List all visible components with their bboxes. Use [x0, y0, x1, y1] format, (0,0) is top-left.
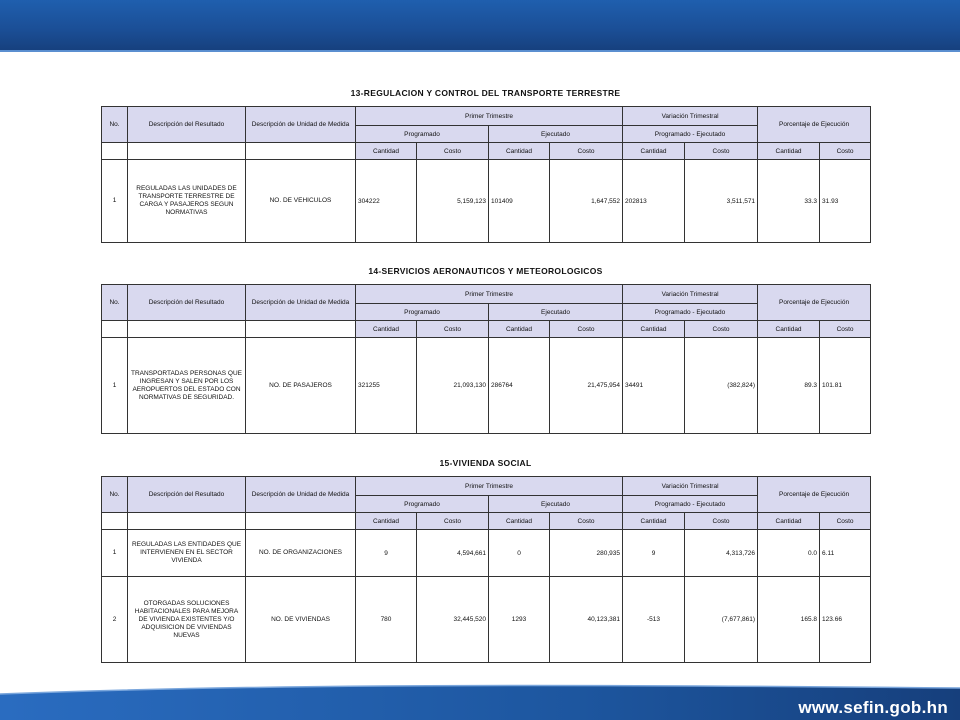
- header-ejecutado: Ejecutado: [489, 304, 623, 321]
- cell-prog-costo: 21,093,130: [417, 338, 489, 434]
- header-porcentaje: Porcentaje de Ejecución: [758, 477, 871, 513]
- cell-resultado: REGULADAS LAS UNIDADES DE TRANSPORTE TERRESTRE DE CARGA Y PASAJEROS SEGUN NORMATIVAS: [128, 160, 246, 243]
- cell-var-costo: 4,313,726: [685, 530, 758, 577]
- header-desc-resultado: Descripción del Resultado: [128, 477, 246, 513]
- cell-prog-cantidad: 321255: [356, 338, 417, 434]
- header-prog-ejec: Programado - Ejecutado: [623, 496, 758, 513]
- site-url[interactable]: www.sefin.gob.hn: [798, 698, 948, 717]
- cell-ejec-cantidad: 0: [489, 530, 550, 577]
- header-cantidad: Cantidad: [489, 143, 550, 160]
- cell-prog-costo: 4,594,661: [417, 530, 489, 577]
- cell-no: 2: [102, 577, 128, 663]
- header-porcentaje: Porcentaje de Ejecución: [758, 107, 871, 143]
- header-cantidad: Cantidad: [356, 321, 417, 338]
- header-desc-unidad: Descripción de Unidad de Medida: [246, 285, 356, 321]
- header-no: No.: [102, 477, 128, 513]
- header-costo: Costo: [550, 513, 623, 530]
- header-costo: Costo: [685, 143, 758, 160]
- header-variacion: Variación Trimestral: [623, 477, 758, 496]
- cell-prog-costo: 5,159,123: [417, 160, 489, 243]
- header-no: No.: [102, 285, 128, 321]
- header-desc-unidad: Descripción de Unidad de Medida: [246, 477, 356, 513]
- cell-ejec-cantidad: 286764: [489, 338, 550, 434]
- cell-var-cantidad: 9: [623, 530, 685, 577]
- cell-prog-cantidad: 304222: [356, 160, 417, 243]
- cell-prog-cantidad: 9: [356, 530, 417, 577]
- cell-ejec-cantidad: 101409: [489, 160, 550, 243]
- cell-unidad: NO. DE VEHICULOS: [246, 160, 356, 243]
- header-costo: Costo: [550, 321, 623, 338]
- header-variacion: Variación Trimestral: [623, 107, 758, 126]
- cell-pct-cantidad: 89.3: [758, 338, 820, 434]
- cell-var-cantidad: 34491: [623, 338, 685, 434]
- results-table: [101, 284, 871, 434]
- cell-var-costo: (7,677,861): [685, 577, 758, 663]
- header-programado: Programado: [356, 496, 489, 513]
- table-row: [102, 530, 871, 577]
- cell-no: 1: [102, 338, 128, 434]
- header-cantidad: Cantidad: [356, 513, 417, 530]
- cell-pct-cantidad: 0.0: [758, 530, 820, 577]
- header-band: [0, 0, 960, 52]
- header-ejecutado: Ejecutado: [489, 126, 623, 143]
- placeholder-cell: [128, 143, 246, 160]
- cell-resultado: REGULADAS LAS ENTIDADES QUE INTERVIENEN EN EL SECTOR VIVIENDA: [128, 530, 246, 577]
- header-ejecutado: Ejecutado: [489, 496, 623, 513]
- header-prog-ejec: Programado - Ejecutado: [623, 304, 758, 321]
- section-title: 13-REGULACION Y CONTROL DEL TRANSPORTE TERRESTRE: [350, 88, 621, 98]
- header-programado: Programado: [356, 126, 489, 143]
- header-cantidad: Cantidad: [758, 143, 820, 160]
- cell-var-costo: 3,511,571: [685, 160, 758, 243]
- header-costo: Costo: [820, 321, 871, 338]
- header-desc-resultado: Descripción del Resultado: [128, 285, 246, 321]
- header-costo: Costo: [685, 321, 758, 338]
- section-title: 15-VIVIENDA SOCIAL: [439, 458, 532, 468]
- cell-pct-costo: 31.93: [820, 160, 871, 243]
- header-desc-resultado: Descripción del Resultado: [128, 107, 246, 143]
- cell-var-cantidad: 202813: [623, 160, 685, 243]
- header-prog-ejec: Programado - Ejecutado: [623, 126, 758, 143]
- header-desc-unidad: Descripción de Unidad de Medida: [246, 107, 356, 143]
- header-cantidad: Cantidad: [356, 143, 417, 160]
- header-costo: Costo: [550, 143, 623, 160]
- cell-var-costo: (382,824): [685, 338, 758, 434]
- header-programado: Programado: [356, 304, 489, 321]
- placeholder-cell: [102, 513, 128, 530]
- header-primer-trimestre: Primer Trimestre: [356, 285, 623, 304]
- placeholder-cell: [102, 143, 128, 160]
- header-costo: Costo: [685, 513, 758, 530]
- cell-var-cantidad: -513: [623, 577, 685, 663]
- placeholder-cell: [128, 321, 246, 338]
- header-cantidad: Cantidad: [623, 321, 685, 338]
- cell-ejec-costo: 280,935: [550, 530, 623, 577]
- placeholder-cell: [128, 513, 246, 530]
- cell-unidad: NO. DE PASAJEROS: [246, 338, 356, 434]
- header-no: No.: [102, 107, 128, 143]
- cell-resultado: TRANSPORTADAS PERSONAS QUE INGRESAN Y SALEN POR LOS AEROPUERTOS DEL ESTADO CON NORMATIVAS DE SEGURIDAD.: [128, 338, 246, 434]
- cell-no: 1: [102, 530, 128, 577]
- cell-ejec-costo: 1,647,552: [550, 160, 623, 243]
- header-costo: Costo: [417, 143, 489, 160]
- header-primer-trimestre: Primer Trimestre: [356, 107, 623, 126]
- table-row: [102, 160, 871, 243]
- placeholder-cell: [246, 513, 356, 530]
- cell-no: 1: [102, 160, 128, 243]
- placeholder-cell: [102, 321, 128, 338]
- table-row: [102, 338, 871, 434]
- cell-pct-costo: 123.66: [820, 577, 871, 663]
- header-cantidad: Cantidad: [489, 513, 550, 530]
- cell-ejec-cantidad: 1293: [489, 577, 550, 663]
- section-title: 14-SERVICIOS AERONAUTICOS Y METEOROLOGICOS: [368, 266, 603, 276]
- cell-ejec-costo: 40,123,381: [550, 577, 623, 663]
- cell-prog-costo: 32,445,520: [417, 577, 489, 663]
- header-cantidad: Cantidad: [489, 321, 550, 338]
- placeholder-cell: [246, 143, 356, 160]
- placeholder-cell: [246, 321, 356, 338]
- cell-ejec-costo: 21,475,954: [550, 338, 623, 434]
- cell-unidad: NO. DE ORGANIZACIONES: [246, 530, 356, 577]
- header-primer-trimestre: Primer Trimestre: [356, 477, 623, 496]
- cell-pct-costo: 101.81: [820, 338, 871, 434]
- cell-prog-cantidad: 780: [356, 577, 417, 663]
- header-variacion: Variación Trimestral: [623, 285, 758, 304]
- cell-unidad: NO. DE VIVIENDAS: [246, 577, 356, 663]
- header-cantidad: Cantidad: [758, 513, 820, 530]
- cell-resultado: OTORGADAS SOLUCIONES HABITACIONALES PARA MEJORA DE VIVIENDA EXISTENTES Y/O ADQUISICION DE VIVIENDAS NUEVAS: [128, 577, 246, 663]
- header-costo: Costo: [820, 143, 871, 160]
- header-costo: Costo: [820, 513, 871, 530]
- header-cantidad: Cantidad: [758, 321, 820, 338]
- cell-pct-cantidad: 33.3: [758, 160, 820, 243]
- results-table: [101, 476, 871, 663]
- header-porcentaje: Porcentaje de Ejecución: [758, 285, 871, 321]
- cell-pct-cantidad: 165.8: [758, 577, 820, 663]
- header-costo: Costo: [417, 321, 489, 338]
- header-cantidad: Cantidad: [623, 513, 685, 530]
- table-row: [102, 577, 871, 663]
- header-costo: Costo: [417, 513, 489, 530]
- results-table: [101, 106, 871, 243]
- cell-pct-costo: 6.11: [820, 530, 871, 577]
- header-cantidad: Cantidad: [623, 143, 685, 160]
